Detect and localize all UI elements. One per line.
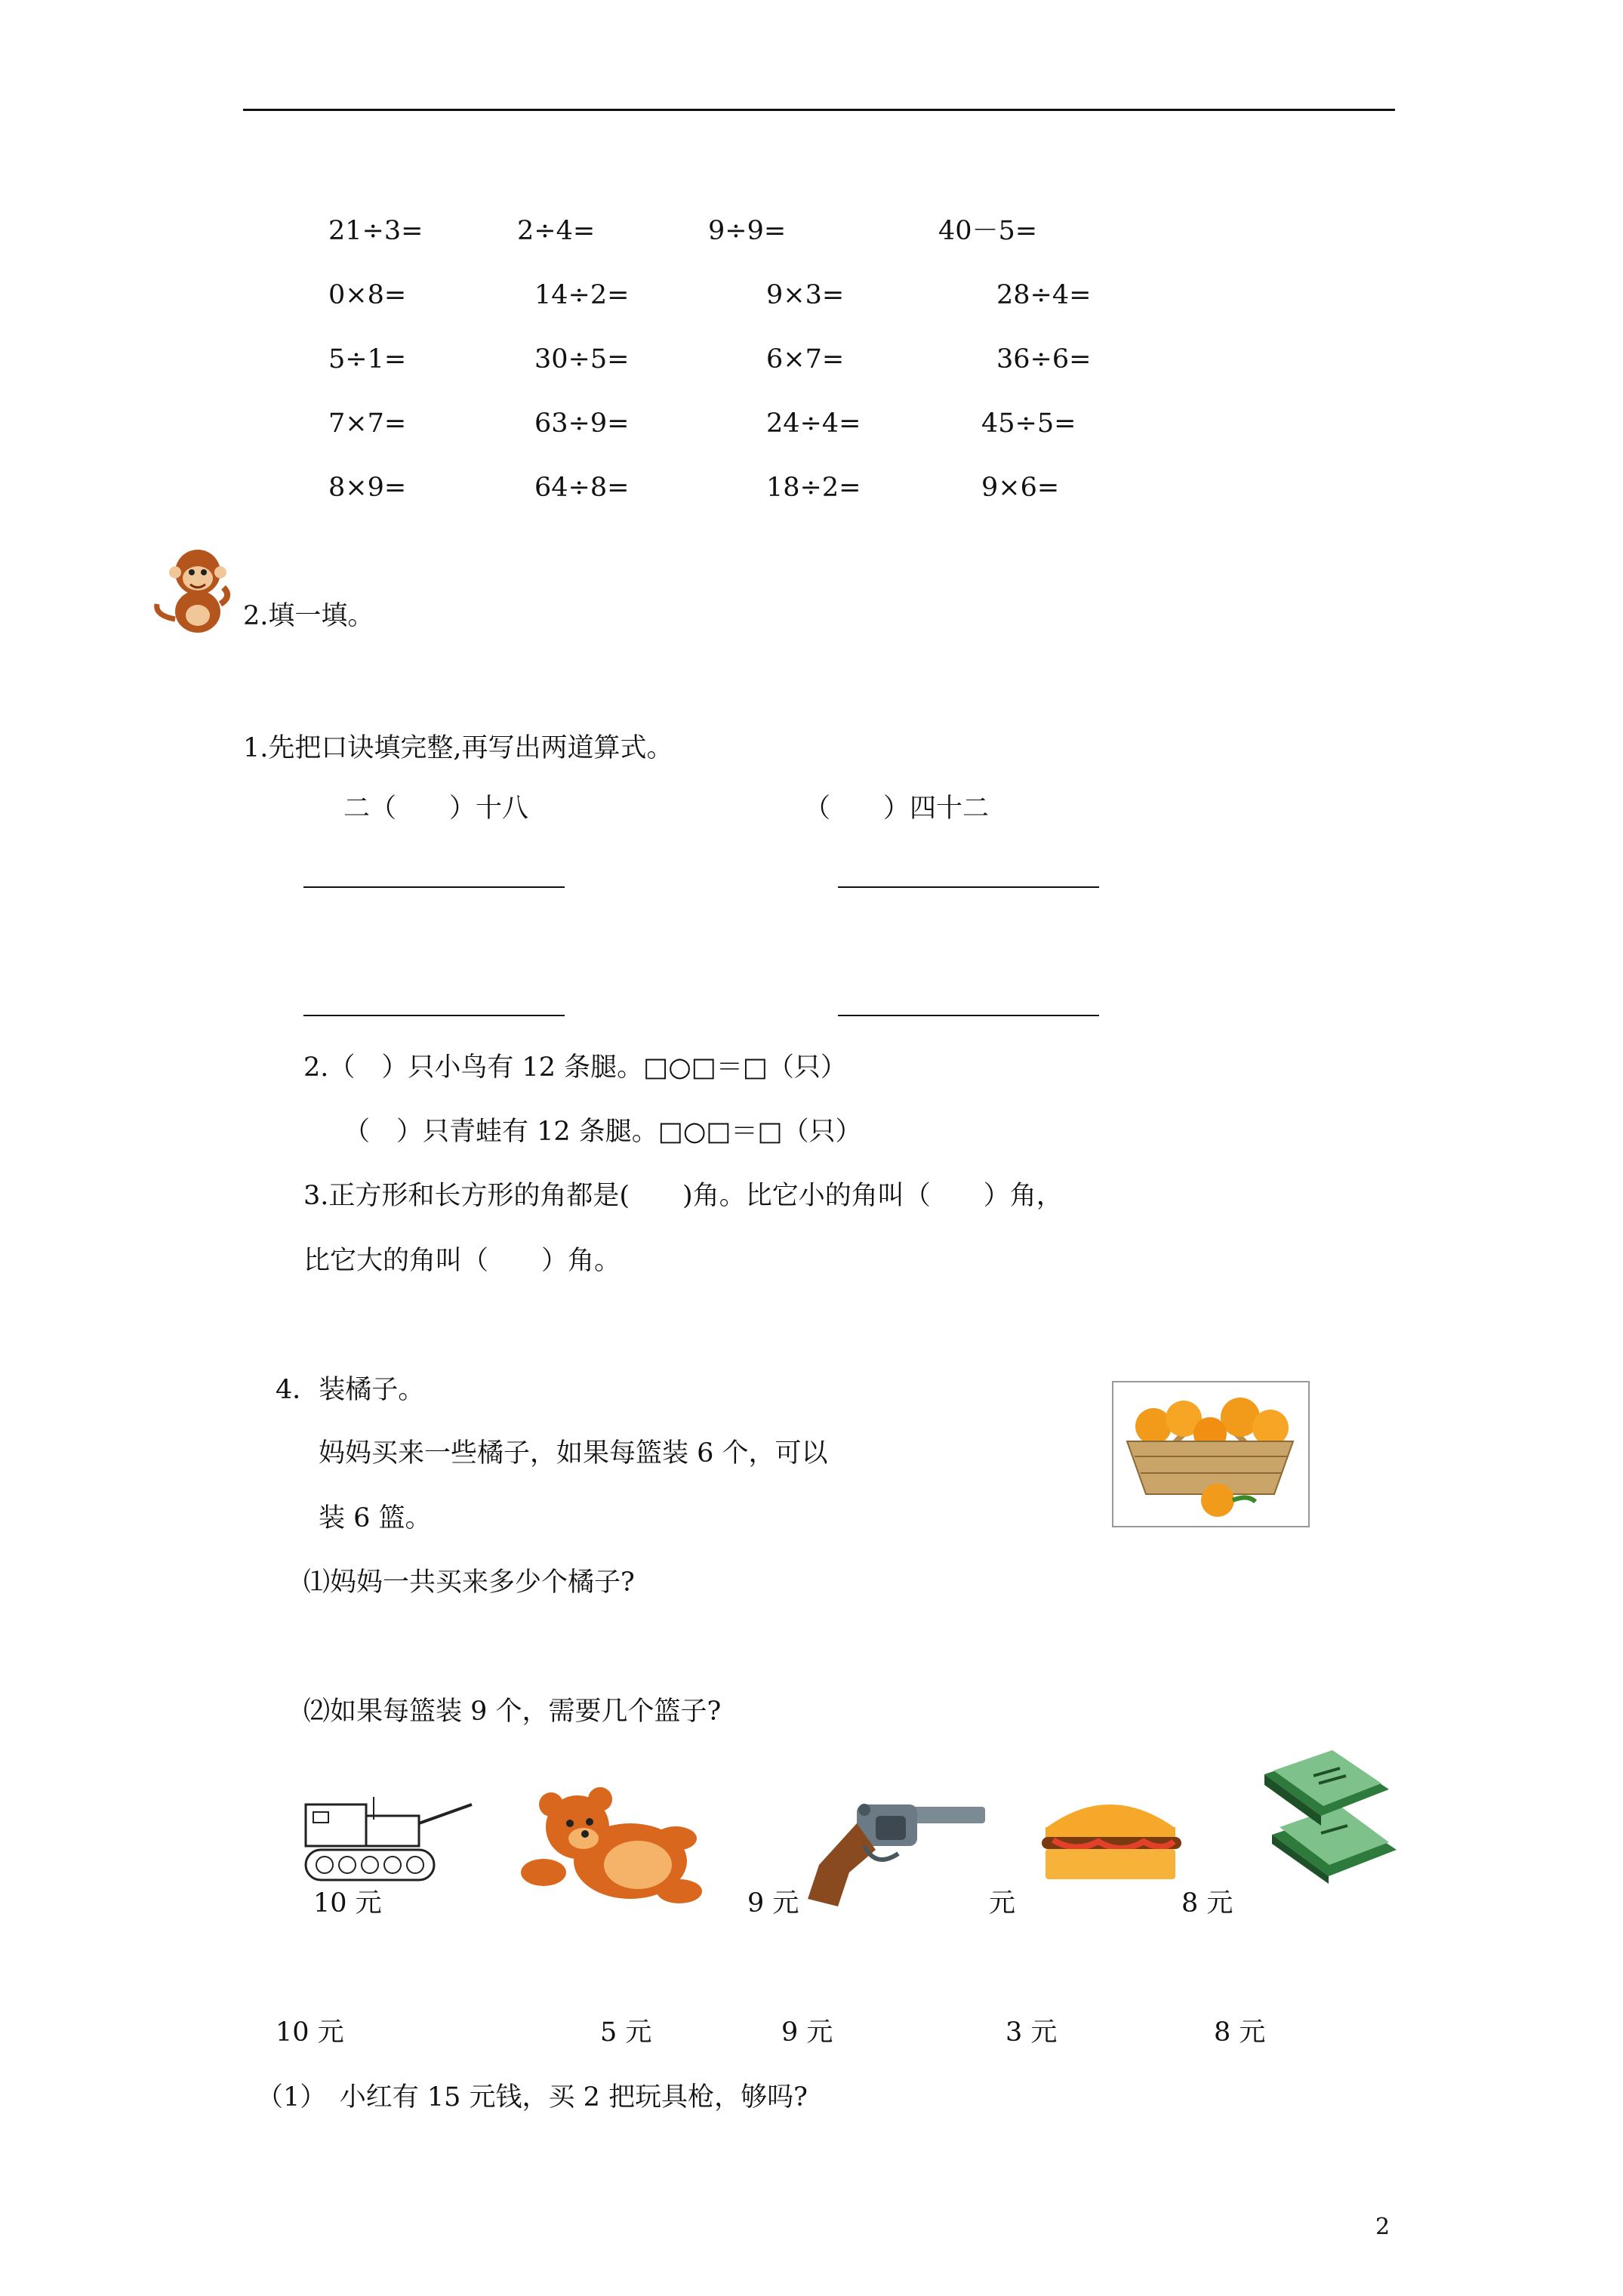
calc-item: 14÷2= — [534, 280, 630, 310]
q2-line1: 2.（ ）只小鸟有 12 条腿。□○□＝□（只） — [303, 1052, 847, 1083]
header-rule — [243, 109, 1395, 111]
toy-price: 9 元 — [781, 2017, 833, 2048]
q4-title: 4．装橘子。 — [276, 1375, 425, 1405]
q1-right-rhyme: （ ）四十二 — [804, 794, 990, 824]
page-number: 2 — [1375, 2214, 1390, 2240]
q1-text: 1.先把口诀填完整,再写出两道算式。 — [243, 733, 673, 763]
q4-sub2: ⑵如果每篮装 9 个，需要几个篮子? — [303, 1697, 722, 1727]
q5-sub1: （1） 小红有 15 元钱，买 2 把玩具枪，够吗? — [257, 2082, 808, 2113]
toy-price-overlay: 10 元 — [313, 1888, 382, 1918]
calc-item: 40－5= — [938, 216, 1038, 246]
calc-item: 9×6= — [981, 473, 1060, 503]
answer-line[interactable] — [303, 886, 565, 888]
teddy-bear-icon — [525, 1786, 710, 1906]
calc-item: 8×9= — [328, 473, 407, 503]
q4-sub1: ⑴妈妈一共买来多少个橘子? — [303, 1567, 635, 1598]
calc-item: 2÷4= — [517, 216, 596, 246]
calc-item: 9×3= — [766, 280, 845, 310]
q3-line1: 3.正方形和长方形的角都是( )角。比它小的角叫（ ）角， — [303, 1181, 1063, 1211]
hamburger-icon — [1038, 1786, 1185, 1884]
q3-line2: 比它大的角叫（ ）角。 — [303, 1246, 621, 1276]
calc-item: 18÷2= — [766, 473, 861, 503]
toy-price: 5 元 — [600, 2017, 652, 2048]
toy-price-overlay: 9 元 — [747, 1888, 799, 1918]
calc-item: 0×8= — [328, 280, 407, 310]
calc-item: 6×7= — [766, 344, 845, 374]
toy-price-overlay: 元 — [989, 1888, 1016, 1918]
toy-price: 10 元 — [276, 2017, 344, 2048]
revolver-icon — [785, 1793, 989, 1914]
toy-price: 8 元 — [1214, 2017, 1266, 2048]
q2-line2: （ ）只青蛙有 12 条腿。□○□＝□（只） — [343, 1117, 862, 1147]
calc-item: 64÷8= — [534, 473, 630, 503]
calc-item: 9÷9= — [708, 216, 787, 246]
calc-item: 21÷3= — [328, 216, 423, 246]
toy-price: 3 元 — [1006, 2017, 1058, 2048]
calc-item: 24÷4= — [766, 408, 861, 439]
calc-item: 30÷5= — [534, 344, 630, 374]
answer-line[interactable] — [838, 1015, 1099, 1016]
answer-line[interactable] — [838, 886, 1099, 888]
calc-item: 63÷9= — [534, 408, 630, 439]
q4-line1: 妈妈买来一些橘子，如果每篮装 6 个，可以 — [319, 1438, 828, 1469]
calc-item: 5÷1= — [328, 344, 407, 374]
q4-line2: 装 6 篮。 — [319, 1503, 432, 1533]
orange-basket-icon — [1112, 1381, 1310, 1527]
q1-left-rhyme: 二（ ）十八 — [343, 794, 529, 824]
section2-title: 2.填一填。 — [243, 601, 374, 631]
monkey-icon — [151, 544, 238, 634]
toy-price-overlay: 8 元 — [1181, 1888, 1233, 1918]
calc-item: 28÷4= — [996, 280, 1092, 310]
books-icon — [1257, 1737, 1404, 1888]
answer-line[interactable] — [303, 1015, 565, 1016]
calc-item: 45÷5= — [981, 408, 1076, 439]
calc-item: 7×7= — [328, 408, 407, 439]
calc-item: 36÷6= — [996, 344, 1092, 374]
tank-icon — [298, 1789, 479, 1895]
